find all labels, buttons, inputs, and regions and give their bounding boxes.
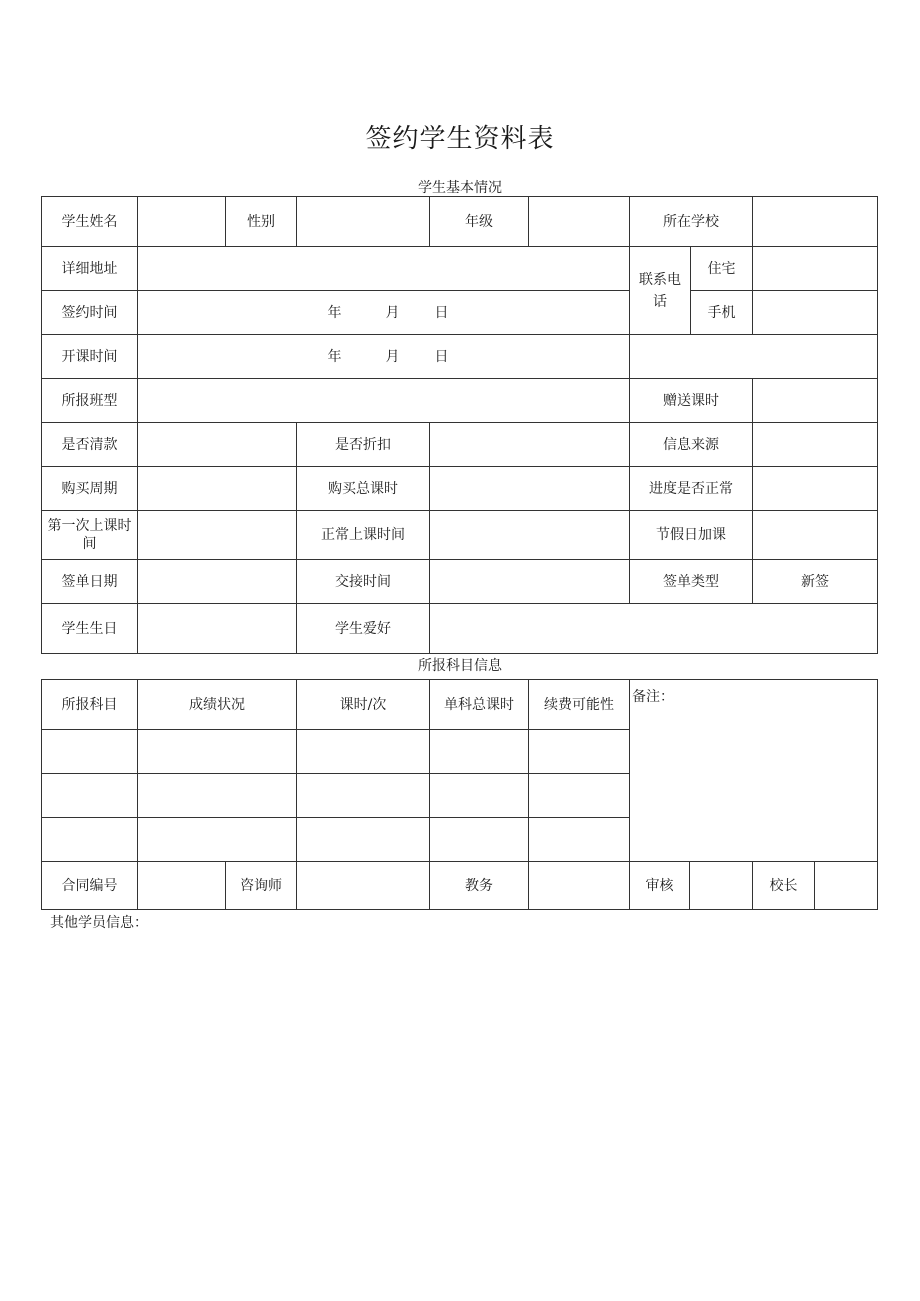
row-class-type (42, 379, 878, 423)
cell-grade-status[interactable] (138, 730, 297, 774)
field-mobile[interactable] (753, 291, 878, 335)
label-purchase-period: 购买周期 (42, 467, 138, 511)
field-gift-hours[interactable] (753, 379, 878, 423)
cell-subject[interactable] (42, 730, 138, 774)
field-paid-in-full[interactable] (138, 423, 297, 467)
row-sign-date (42, 560, 878, 604)
label-start-time: 开课时间 (42, 335, 138, 379)
field-principal[interactable] (815, 862, 878, 910)
label-address: 详细地址 (42, 247, 138, 291)
cell-hours-per-session[interactable] (297, 730, 430, 774)
cell-hours-per-session[interactable] (297, 818, 430, 862)
field-address[interactable] (138, 247, 630, 291)
row-address (42, 247, 878, 291)
label-review: 审核 (630, 862, 690, 910)
label-info-source: 信息来源 (630, 423, 753, 467)
cell-grade-status[interactable] (138, 774, 297, 818)
field-total-hours[interactable] (430, 467, 630, 511)
row-name (42, 197, 878, 247)
row-class-time (42, 511, 878, 560)
cell-subject-total-hours[interactable] (430, 818, 529, 862)
day-label: 日 (434, 304, 449, 321)
field-sign-date[interactable] (138, 560, 297, 604)
field-school[interactable] (753, 197, 878, 247)
cell-renewal-likelihood[interactable] (529, 730, 630, 774)
field-start-extra[interactable] (630, 335, 878, 379)
row-start-time (42, 335, 878, 379)
header-renewal-likelihood: 续费可能性 (529, 680, 630, 730)
label-handover-time: 交接时间 (297, 560, 430, 604)
field-first-class-time[interactable] (138, 511, 297, 560)
label-gift-hours: 赠送课时 (630, 379, 753, 423)
label-class-type: 所报班型 (42, 379, 138, 423)
field-purchase-period[interactable] (138, 467, 297, 511)
field-contract-no[interactable] (138, 862, 226, 910)
field-gender[interactable] (297, 197, 430, 247)
cell-subject-total-hours[interactable] (430, 774, 529, 818)
cell-renewal-likelihood[interactable] (529, 818, 630, 862)
label-sign-date: 签单日期 (42, 560, 138, 604)
label-holiday-extra: 节假日加课 (630, 511, 753, 560)
label-mobile: 手机 (691, 291, 753, 335)
row-payment (42, 423, 878, 467)
cell-subject-total-hours[interactable] (430, 730, 529, 774)
remark-label: 备注： (632, 689, 674, 705)
label-academic: 教务 (430, 862, 529, 910)
subject-info-table (41, 679, 878, 910)
subject-header-row (42, 680, 878, 730)
field-handover-time[interactable] (430, 560, 630, 604)
field-info-source[interactable] (753, 423, 878, 467)
label-total-hours: 购买总课时 (297, 467, 430, 511)
field-normal-class-time[interactable] (430, 511, 630, 560)
form-title: 签约学生资料表 (365, 124, 555, 154)
label-birthday: 学生生日 (42, 604, 138, 654)
cell-hours-per-session[interactable] (297, 774, 430, 818)
field-start-time[interactable] (138, 335, 630, 379)
label-sign-time: 签约时间 (42, 291, 138, 335)
field-student-name[interactable] (138, 197, 226, 247)
label-grade: 年级 (430, 197, 529, 247)
section-basic-info-title: 学生基本情况 (418, 180, 502, 196)
remark-box[interactable] (630, 680, 878, 862)
label-first-class-time: 第一次上课时间 (42, 511, 138, 560)
field-hobby[interactable] (430, 604, 878, 654)
basic-info-table (41, 196, 878, 654)
field-holiday-extra[interactable] (753, 511, 878, 560)
label-discount: 是否折扣 (297, 423, 430, 467)
label-home: 住宅 (691, 247, 753, 291)
label-hobby: 学生爱好 (297, 604, 430, 654)
label-gender: 性别 (226, 197, 297, 247)
header-grade-status: 成绩状况 (138, 680, 297, 730)
label-normal-class-time: 正常上课时间 (297, 511, 430, 560)
month-label: 月 (385, 304, 400, 321)
field-progress-normal[interactable] (753, 467, 878, 511)
field-grade[interactable] (529, 197, 630, 247)
label-paid-in-full: 是否清款 (42, 423, 138, 467)
approval-row (42, 862, 878, 910)
field-academic[interactable] (529, 862, 630, 910)
contact-phone-text: 联系电话 (639, 271, 681, 310)
label-sign-type: 签单类型 (630, 560, 753, 604)
label-student-name: 学生姓名 (42, 197, 138, 247)
field-sign-type[interactable]: 新签 (753, 560, 878, 604)
field-sign-time[interactable] (138, 291, 630, 335)
field-review[interactable] (690, 862, 753, 910)
cell-subject[interactable] (42, 774, 138, 818)
header-subject-total-hours: 单科总课时 (430, 680, 529, 730)
year-label: 年 (327, 348, 342, 365)
header-hours-per-session: 课时/次 (297, 680, 430, 730)
label-principal: 校长 (753, 862, 815, 910)
label-progress-normal: 进度是否正常 (630, 467, 753, 511)
label-school: 所在学校 (630, 197, 753, 247)
label-consultant: 咨询师 (226, 862, 297, 910)
label-contact-phone (630, 247, 691, 335)
year-label: 年 (327, 304, 342, 321)
section-subject-info-title: 所报科目信息 (418, 658, 502, 674)
cell-renewal-likelihood[interactable] (529, 774, 630, 818)
cell-subject[interactable] (42, 818, 138, 862)
other-student-info-label: 其他学员信息： (50, 915, 148, 931)
field-class-type[interactable] (138, 379, 630, 423)
header-subject: 所报科目 (42, 680, 138, 730)
field-birthday[interactable] (138, 604, 297, 654)
field-home-phone[interactable] (753, 247, 878, 291)
field-consultant[interactable] (297, 862, 430, 910)
field-discount[interactable] (430, 423, 630, 467)
row-purchase (42, 467, 878, 511)
row-sign-time (42, 291, 878, 335)
month-label: 月 (385, 348, 400, 365)
day-label: 日 (434, 348, 449, 365)
label-contract-no: 合同编号 (42, 862, 138, 910)
cell-grade-status[interactable] (138, 818, 297, 862)
row-birthday (42, 604, 878, 654)
